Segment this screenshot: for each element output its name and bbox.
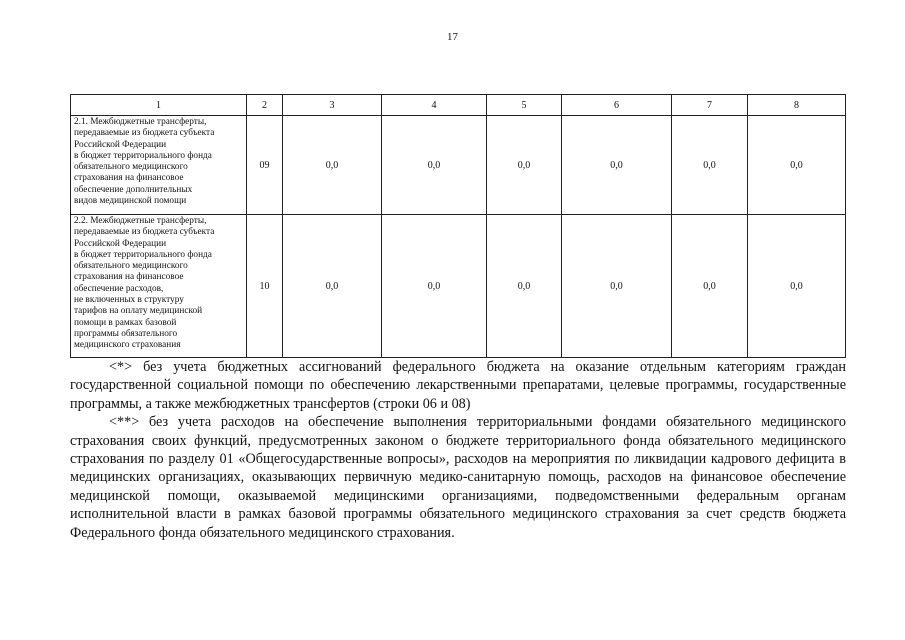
row-label-line: обеспечение дополнительных [74, 184, 193, 195]
value-cell: 0,0 [382, 215, 487, 358]
value-cell: 0,0 [748, 215, 846, 358]
header-cell: 5 [487, 95, 562, 116]
footnotes [70, 358, 846, 542]
header-cell: 4 [382, 95, 487, 116]
row-label-line: Российской Федерации [74, 139, 167, 150]
row-label-line: Российской Федерации [74, 238, 167, 249]
value-cell: 0,0 [748, 116, 846, 215]
row-label-line: в бюджет территориального фонда [74, 150, 212, 161]
row-label-line: обязательного медицинского [74, 162, 188, 173]
row-code: 09 [247, 116, 283, 215]
row-label-line: в бюджет территориального фонда [74, 249, 212, 260]
row-label-line: передаваемые из бюджета субъекта [74, 227, 215, 238]
row-label-line: передаваемые из бюджета субъекта [74, 128, 215, 139]
row-code: 10 [247, 215, 283, 358]
header-cell: 1 [71, 95, 247, 116]
row-label-line: программы обязательного [74, 328, 178, 339]
value-cell: 0,0 [562, 215, 672, 358]
value-cell: 0,0 [672, 116, 748, 215]
value-cell: 0,0 [487, 116, 562, 215]
row-label-line: 2.1. Межбюджетные трансферты, [74, 117, 207, 127]
header-cell: 7 [672, 95, 748, 116]
value-cell: 0,0 [672, 215, 748, 358]
row-label [71, 215, 247, 358]
footnote-double-asterisk: <**> без учета расходов на обеспечение выполнения территориальными фондами обязательного медицинского страхования своих функций, предусмотренных законом о бюджете территориального фонда обязательного медицинского страхования по разделу 01 «Общегосударственные вопросы», расходов на мероприятия по ликвидации кадрового дефицита в медицинских организациях, оказывающих первичную медико-санитарную помощь, расходов на финансовое обеспечение медицинской помощи, оказываемой медицинскими организациями, подведомственными федеральным органам исполнительной власти в рамках базовой программы обязательного медицинского страхования за счет средств бюджета Федерального фонда обязательного медицинского страхования. [70, 414, 846, 541]
row-label-line: помощи в рамках базовой [74, 317, 177, 328]
row-label-line: страхования на финансовое [74, 272, 184, 283]
table-row [71, 116, 846, 215]
value-cell: 0,0 [283, 116, 382, 215]
header-cell: 8 [748, 95, 846, 116]
budget-table [70, 94, 846, 358]
value-cell: 0,0 [283, 215, 382, 358]
row-label-line: медицинского страхования [74, 340, 181, 351]
row-label-line: видов медицинской помощи [74, 196, 187, 207]
row-label-line: не включенных в структуру [74, 295, 184, 306]
row-label-line: обязательного медицинского [74, 261, 188, 272]
row-label-line: страхования на финансовое [74, 173, 184, 184]
header-cell: 3 [283, 95, 382, 116]
row-label-line: тарифов на оплату медицинской [74, 306, 203, 317]
table-header-row [71, 95, 846, 116]
row-label [71, 116, 247, 215]
page-number: 17 [447, 31, 458, 43]
row-label-line: 2.2. Межбюджетные трансферты, [74, 216, 207, 226]
value-cell: 0,0 [382, 116, 487, 215]
header-cell: 2 [247, 95, 283, 116]
row-label-line: обеспечение расходов, [74, 283, 164, 294]
footnote-single-asterisk: <*> без учета бюджетных ассигнований федерального бюджета на оказание отдельным категориям граждан государственной социальной помощи по обеспечению лекарственными препаратами, целевые программы, государственные программы, а также межбюджетных трансфертов (строки 06 и 08) [70, 359, 846, 412]
header-cell: 6 [562, 95, 672, 116]
value-cell: 0,0 [487, 215, 562, 358]
table-row [71, 215, 846, 358]
value-cell: 0,0 [562, 116, 672, 215]
